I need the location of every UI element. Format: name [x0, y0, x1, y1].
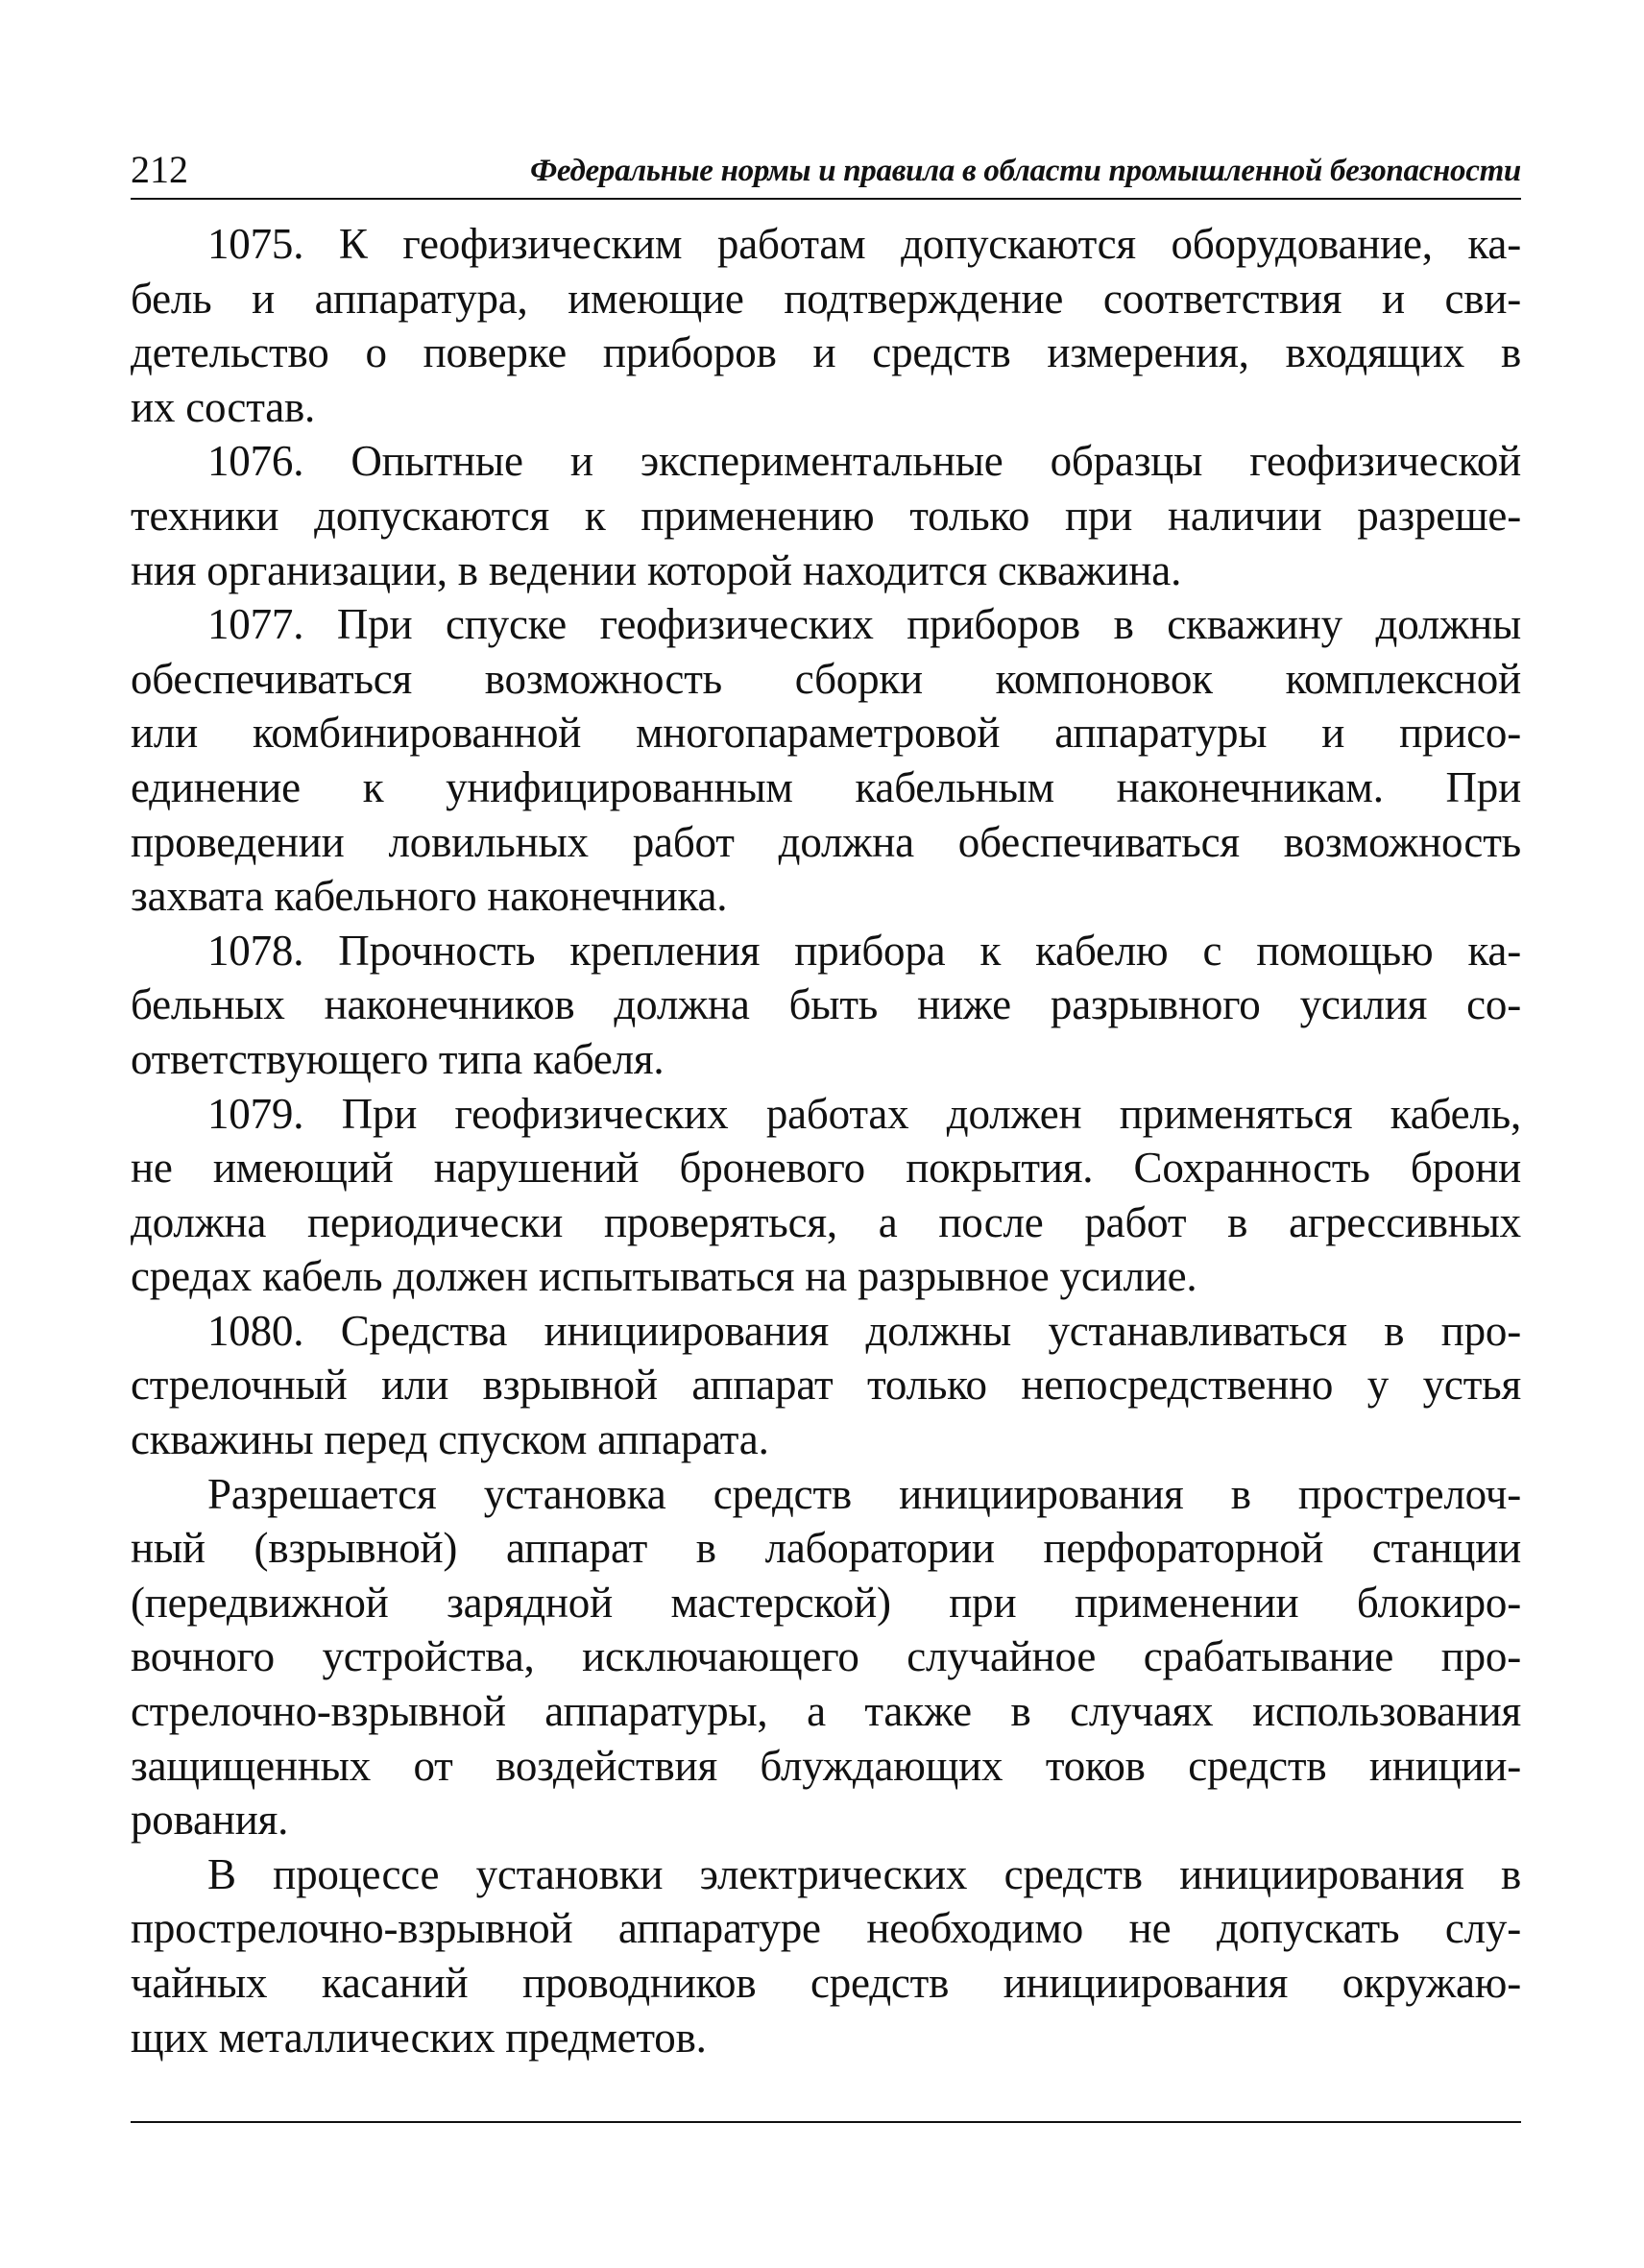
paragraph-permission: [131, 1467, 1521, 1847]
text-line: бель и аппаратура, имеющие подтверждение соответствия и сви-: [131, 274, 1521, 323]
running-title: Федеральные нормы и правила в области промышленной безопасности: [530, 154, 1521, 188]
text-line: обеспечиваться возможность сборки компоновок комплексной: [131, 654, 1521, 703]
text-line: проведении ловильных работ должна обеспечиваться возможность: [131, 817, 1521, 866]
text-line: (передвижной зарядной мастерской) при применении блокиро-: [131, 1578, 1521, 1627]
text-line: захвата кабельного наконечника.: [131, 872, 728, 921]
text-line: 1076. Опытные и экспериментальные образцы геофизической: [207, 437, 1521, 486]
text-line: 1075. К геофизическим работам допускаются оборудование, ка-: [207, 220, 1521, 268]
paragraph-1076: [131, 434, 1521, 597]
text-line: 1077. При спуске геофизических приборов в скважину должны: [207, 600, 1521, 649]
text-line: прострелочно-взрывной аппаратуре необходимо не допускать слу-: [131, 1904, 1521, 1953]
text-line: щих металлических предметов.: [131, 2013, 707, 2062]
text-line: детельство о поверке приборов и средств измерения, входящих в: [131, 328, 1521, 377]
text-line: рования.: [131, 1796, 289, 1845]
paragraph-1077: [131, 597, 1521, 924]
text-line: их состав.: [131, 382, 316, 431]
paragraph-1078: [131, 924, 1521, 1087]
text-line: ния организации, в ведении которой находится скважина.: [131, 545, 1182, 594]
text-line: скважины перед спуском аппарата.: [131, 1415, 769, 1464]
page-number: 212: [131, 148, 188, 191]
text-line: средах кабель должен испытываться на разрывное усилие.: [131, 1252, 1197, 1301]
bottom-rule: [131, 2121, 1521, 2123]
text-line: должна периодически проверяться, а после работ в агрессивных: [131, 1197, 1521, 1246]
text-line: не имеющий нарушений броневого покрытия. Сохранность брони: [131, 1144, 1521, 1193]
text-line: В процессе установки электрических средств инициирования в: [207, 1849, 1521, 1898]
text-line: Разрешается установка средств инициирования в прострелоч-: [207, 1469, 1521, 1518]
text-line: защищенных от воздействия блуждающих токов средств иниции-: [131, 1741, 1521, 1790]
running-header: [131, 144, 1521, 200]
text-line: 1079. При геофизических работах должен применяться кабель,: [207, 1089, 1521, 1138]
paragraph-installation-process: [131, 1847, 1521, 2064]
text-line: стрелочный или взрывной аппарат только непосредственно у устья: [131, 1361, 1521, 1410]
text-line: бельных наконечников должна быть ниже разрывного усилия со-: [131, 980, 1521, 1029]
paragraph-1075: [131, 217, 1521, 434]
text-line: 1078. Прочность крепления прибора к кабелю с помощью ка-: [207, 926, 1521, 975]
text-line: стрелочно-взрывной аппаратуры, а также в случаях использования: [131, 1687, 1521, 1736]
text-line: или комбинированной многопараметровой аппаратуры и присо-: [131, 709, 1521, 758]
text-line: чайных касаний проводников средств инициирования окружаю-: [131, 1959, 1521, 2007]
text-line: ный (взрывной) аппарат в лаборатории перфораторной станции: [131, 1524, 1521, 1573]
body-text: [131, 217, 1521, 2064]
paragraph-1080: [131, 1304, 1521, 1467]
text-line: вочного устройства, исключающего случайное срабатывание про-: [131, 1632, 1521, 1681]
paragraph-1079: [131, 1087, 1521, 1304]
text-line: 1080. Средства инициирования должны устанавливаться в про-: [207, 1306, 1521, 1355]
text-line: техники допускаются к применению только при наличии разреше-: [131, 491, 1521, 540]
text-line: ответствующего типа кабеля.: [131, 1034, 665, 1083]
text-line: единение к унифицированным кабельным наконечникам. При: [131, 762, 1521, 811]
